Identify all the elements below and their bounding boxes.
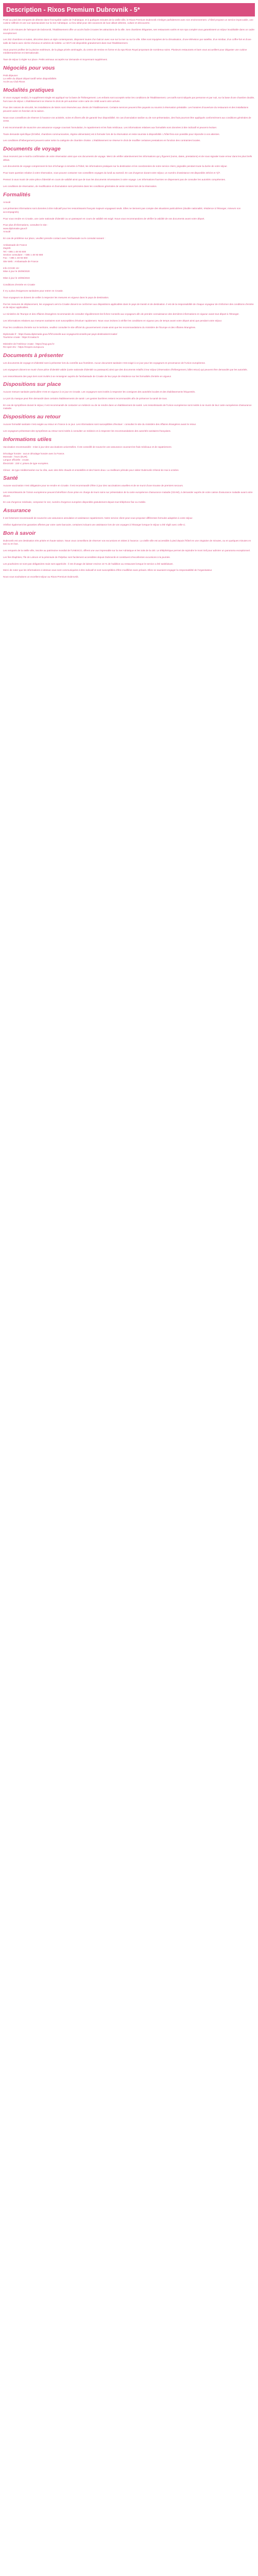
section-heading: Négociés pour vous	[3, 64, 55, 71]
paragraph: Ambassade de France Zagreb Tel: +385 1 48 93 600 Section consulaire : +385 1 48 93 680 Fax : +385 1 48 93 660 Site Web : Ambassade de France	[3, 243, 43, 263]
paragraph: Posé au pied des remparts de détente dans l'incroyable cadre de l'Adriatique, et à quelques minutes de la vieille ville, le Rixos Premium Dubrovnik s'intègre parfaitement avec son environnement. L'hôtel propose un service impeccable, une cuisine raffinée et une vue spectaculaire sur la mer Adriatique. Le lieu idéal pour des vacances de luxe alliant détente, culture et découverte.	[3, 19, 253, 25]
paragraph: Les présentes informations sont données à titre indicatif pour les ressortissants français majeurs voyageant seuls. Elles ne tiennent pas compte des situations particulières (double nationalité, résidence à l'étranger, mineurs non accompagnés).	[3, 207, 241, 213]
paragraph: Les pourboires ne sont pas obligatoires mais sont appréciés : il est d'usage de laisser environ 10 % de l'addition au restaurant lorsque le service a été satisfaisant.	[3, 562, 173, 565]
paragraph: Vous pourrez profiter de la piscine extérieure, de la plage privée aménagée, du centre de remise en forme et du spa Rixos Royal proposant de nombreux soins. Plusieurs restaurants et bars vous accueillent pour déguster une cuisine méditerranéenne et internationale.	[3, 48, 247, 55]
page-title-banner	[3, 3, 255, 16]
paragraph: Si vous voyagez seul(e), le supplément single est appliqué sur la base de l'hébergement. Les enfants sont acceptés selon les conditions de l'établissement. Les tarifs sont indiqués par personne et par nuit, sur la base d'une chambre double, hors taxe de séjour. L'établissement se réserve le droit de pré-autoriser votre carte de crédit avant votre arrivée.	[3, 96, 255, 103]
paragraph: Pour des raisons de sécurité, les installations de loisirs sont réservées aux clients de l'établissement. Certains services peuvent être payants ou soumis à réservation préalable. Les horaires d'ouverture du restaurant et des installations peuvent varier en fonction de la saison.	[3, 106, 249, 112]
paragraph: Vaccination recommandée : mise à jour des vaccinations universelles. Il est conseillé de souscrire une assurance couvrant les frais médicaux et de rapatriement.	[3, 445, 172, 448]
paragraph: Les documents de voyage et d'identité sont à présenter lors du contrôle aux frontières. Aucun document sanitaire n'est exigé à ce jour pour les voyageurs en provenance de l'Union européenne.	[3, 362, 206, 365]
paragraph: Pour vous rendre en Croatie, une carte nationale d'identité ou un passeport en cours de validité est exigé. Nous vous recommandons de vérifier la validité de vos documents avant votre départ.	[3, 217, 205, 220]
paragraph: Pour les conditions d'entrée sur le territoire, veuillez consulter le site officiel du gouvernement croate ainsi que les recommandations du ministère de l'Europe et des Affaires étrangères.	[3, 326, 196, 329]
paragraph: Dubrovnik est une destination très prisée en haute saison. Nous vous conseillons de réserver vos excursions et visites à l'avance. La vieille ville est accessible à pied depuis l'hôtel en une vingtaine de minutes, ou en quelques minutes en taxi ou en bus.	[3, 539, 251, 546]
paragraph: Les conditions de réservation, de modification et d'annulation sont précisées dans les conditions générales de vente remises lors de la réservation.	[3, 184, 157, 188]
paragraph: Taxe de séjour à régler sur place. Petits animaux acceptés sur demande et moyennant supplément.	[3, 58, 108, 61]
paragraph: Pour toute question relative à votre réservation, vous pouvez contacter nos conseillers voyages du lundi au samedi. En cas d'urgence durant votre séjour, un numéro d'assistance est disponible 24h/24 et 7j/7.	[3, 172, 221, 175]
paragraph: Situé à 20 minutes de l'aéroport de Dubrovnik, l'établissement offre un accès facile à toutes les attractions de la ville. Ses chambres élégantes, ses restaurants variés et son spa complet vous garantissent un séjour inoubliable dans un cadre exceptionnel.	[3, 28, 255, 35]
paragraph: Les voyageurs présentant des symptômes au retour sont invités à consulter un médecin et à respecter les recommandations des autorités sanitaires françaises.	[3, 430, 171, 433]
section-heading: Bon à savoir	[3, 530, 36, 536]
paragraph: Le port du masque peut être demandé dans certains établissements de santé. Les gestes barrières restent recommandés afin de préserver la santé de tous.	[3, 397, 168, 400]
paragraph: Conditions d'entrée en Croatie	[3, 283, 35, 286]
paragraph: Aucune mesure sanitaire particulière n'est en vigueur à ce jour en Croatie. Les voyageurs sont invités à respecter les consignes des autorités locales et des établissements fréquentés.	[3, 391, 196, 394]
paragraph: Aucune formalité sanitaire n'est exigée au retour en France à ce jour. Les informations sont susceptibles d'évoluer : consultez le site du ministère des Affaires étrangères avant le retour.	[3, 423, 197, 426]
section-heading: Santé	[3, 475, 18, 482]
section-heading: Informations utiles	[3, 436, 52, 443]
paragraph: Par les mesures de déplacement, les voyageurs vers la Croatie doivent se conformer aux dispositions applicables dans le pays de transit et de destination. Il est de la responsabilité de chaque voyageur de s'informer des conditions d'entrée et de séjour applicables.	[3, 303, 254, 309]
paragraph: Les informations relatives aux mesures sanitaires sont susceptibles d'évoluer rapidement. Nous vous invitons à vérifier les conditions en vigueur peu de temps avant votre départ ainsi que pendant votre séjour.	[3, 319, 222, 323]
paragraph: Nous vous conseillons de réserver à l'avance vos activités, soins et dîners afin de garantir leur disponibilité. En cas d'annulation tardive ou de non-présentation, des frais pourront être appliqués conformément aux conditions générales de vente.	[3, 116, 251, 123]
section-heading: Documents de voyage	[3, 146, 61, 152]
section-heading: Modalités pratiques	[3, 87, 54, 94]
section-heading: Assurance	[3, 507, 31, 514]
paragraph: Les voyageurs doivent se munir d'une pièce d'identité valide (carte nationale d'identité ou passeport) ainsi que des documents relatifs à leur séjour (réservation d'hébergement, billet retour) qui peuvent être demandés par les autorités.	[3, 368, 248, 371]
paragraph: Décalage horaire : aucun décalage horaire avec la France. Monnaie : l'euro (EUR). Langue officielle : croate. Électricité : 230 V, prises de type européen.	[3, 452, 65, 465]
paragraph: Nous vous souhaitons un excellent séjour au Rixos Premium Dubrovnik.	[3, 575, 79, 579]
paragraph: Le ministère de l'Europe et des Affaires étrangères recommande de consulter régulièrement les fiches Conseils aux voyageurs afin de prendre connaissance des dernières informations en vigueur avant tout départ à l'étranger.	[3, 313, 239, 316]
paragraph: Les 252 chambres et suites, décorées dans un style contemporain, disposent toutes d'un balcon avec vue sur la mer ou sur la ville. Elles sont équipées de la climatisation, d'une télévision par satellite, d'un minibar, d'un coffre-fort et d'une salle de bains avec sèche-cheveux et articles de toilette. Le Wi-Fi est disponible gratuitement dans tout l'établissement.	[3, 38, 251, 44]
paragraph: Les ressortissants des pays tiers sont invités à se renseigner auprès de l'ambassade de Croatie de leur pays de résidence sur les formalités d'entrée en vigueur.	[3, 375, 172, 378]
paragraph: Vérifiez également les garanties offertes par votre carte bancaire, certaines incluant une assistance lors de vos voyages à l'étranger lorsque le séjour a été réglé avec celle-ci.	[3, 523, 186, 527]
section-heading: Formalités	[3, 191, 31, 198]
paragraph: Climat : de type méditerranéen sur la côte, avec des étés chauds et ensoleillés et des hivers doux. La meilleure période pour visiter Dubrovnik s'étend de mai à octobre.	[3, 468, 180, 471]
description-content	[0, 19, 258, 579]
paragraph: Mise à jour le 19/06/2023	[3, 276, 30, 279]
paragraph: Annulé	[3, 200, 11, 204]
paragraph: En cas de problème sur place, veuillez prendre contact avec l'ambassade ou le consulat suivant :	[3, 237, 105, 240]
paragraph: Merci de noter que les informations ci-dessus vous sont communiquées à titre indicatif et sont susceptibles d'être modifiées sans préavis. Elles ne sauraient engager la responsabilité de l'organisateur.	[3, 569, 213, 572]
paragraph: Pensez à vous munir de votre pièce d'identité en cours de validité ainsi que de tous les documents nécessaires à votre voyage. Les informations fournies ne dispensent pas de consulter les autorités compétentes.	[3, 178, 226, 181]
paragraph: Les îles Élaphites, l'île de Lokrum et la péninsule de Pelješac sont facilement accessibles depuis Dubrovnik et constituent d'excellentes excursions à la journée.	[3, 555, 171, 558]
paragraph: Les documents de voyage comprennent le bon d'échange à remettre à l'hôtel, les informations pratiques sur la destination et les coordonnées de notre service client, joignable pendant toute la durée de votre séjour.	[3, 165, 228, 168]
paragraph: Tous voyageurs se doivent de veiller à respecter les mesures en vigueur dans le pays de destination.	[3, 296, 109, 299]
paragraph: Aucune vaccination n'est obligatoire pour se rendre en Croatie. Il est recommandé d'être à jour des vaccinations usuelles et de se munir d'une trousse de premiers secours.	[3, 484, 184, 487]
paragraph: Vous recevrez par e-mail la confirmation de votre réservation ainsi que vos documents de voyage. Merci de vérifier attentivement les informations qui y figurent (noms, dates, prestations) et de nous signaler toute erreur dans les plus brefs délais.	[3, 155, 252, 161]
paragraph: Les remparts de la vieille ville, inscrite au patrimoine mondial de l'UNESCO, offrent une vue imprenable sur la mer Adriatique et les toits de la cité. Le téléphérique permet de rejoindre le mont Srđ pour admirer un panorama exceptionnel.	[3, 549, 251, 552]
paragraph: Toute demande spécifique (lit bébé, chambres communicantes, régime alimentaire) est à formuler lors de la réservation et reste soumise à disponibilité. L'hôtel fera son possible pour répondre à vos attentes.	[3, 132, 220, 135]
paragraph: Petit déjeuner La veille du départ départ tardif selon disponibilités Accès au Club Rixos	[3, 74, 57, 83]
paragraph: Info COVID 19 : Mise à jour le 25/09/2020	[3, 266, 30, 273]
paragraph: En cas d'urgence médicale, composez le 112, numéro d'urgence européen disponible gratuitement depuis tout téléphone fixe ou mobile.	[3, 501, 146, 504]
section-heading: Documents à présenter	[3, 352, 63, 359]
paragraph: Les ressortissants de l'Union européenne peuvent bénéficier d'une prise en charge de leurs soins sur présentation de la carte européenne d'assurance maladie (CEAM), à demander auprès de votre caisse d'assurance maladie avant votre départ.	[3, 491, 253, 497]
paragraph: Il est fortement recommandé de souscrire une assurance annulation et assistance rapatriement. Notre service client peut vous proposer différentes formules adaptées à votre séjour.	[3, 517, 193, 520]
paragraph: Les conditions d'hébergement peuvent varier selon la catégorie de chambre choisie. L'établissement se réserve le droit de modifier certaines prestations en fonction des contraintes locales.	[3, 139, 201, 142]
paragraph: En cas de symptômes durant le séjour, il est recommandé de contacter un médecin ou de se rendre dans un établissement de santé. Les ressortissants de l'Union européenne sont invités à se munir de leur carte européenne d'assurance maladie.	[3, 404, 252, 410]
page-title: Description - Rixos Premium Dubrovnik - 5*	[6, 6, 140, 13]
paragraph: Il est recommandé de souscrire une assurance voyage couvrant l'annulation, le rapatriement et les frais médicaux. Les informations relatives aux formalités sont données à titre indicatif et peuvent évoluer.	[3, 126, 217, 129]
paragraph: Diplomatie fr : https://www.diplomatie.gouv.fr/fr/conseils-aux-voyageurs/conseils-par-pays-destination/croatie/ Tourisme croate : https://croatia.hr	[3, 332, 118, 339]
paragraph: Il n'y a plus d'exigences sanitaires pour entrer en Croatie.	[3, 290, 63, 293]
section-heading: Dispositions au retour	[3, 414, 61, 420]
paragraph: Ministère de l'Intérieur croate : https://mup.gov.hr Re-open EU : https://reopen.europa.eu	[3, 342, 55, 349]
paragraph: Pour plus d'informations, consultez le site : www.diplomatie.gouv.fr Annulé	[3, 224, 48, 233]
section-heading: Dispositions sur place	[3, 381, 61, 388]
